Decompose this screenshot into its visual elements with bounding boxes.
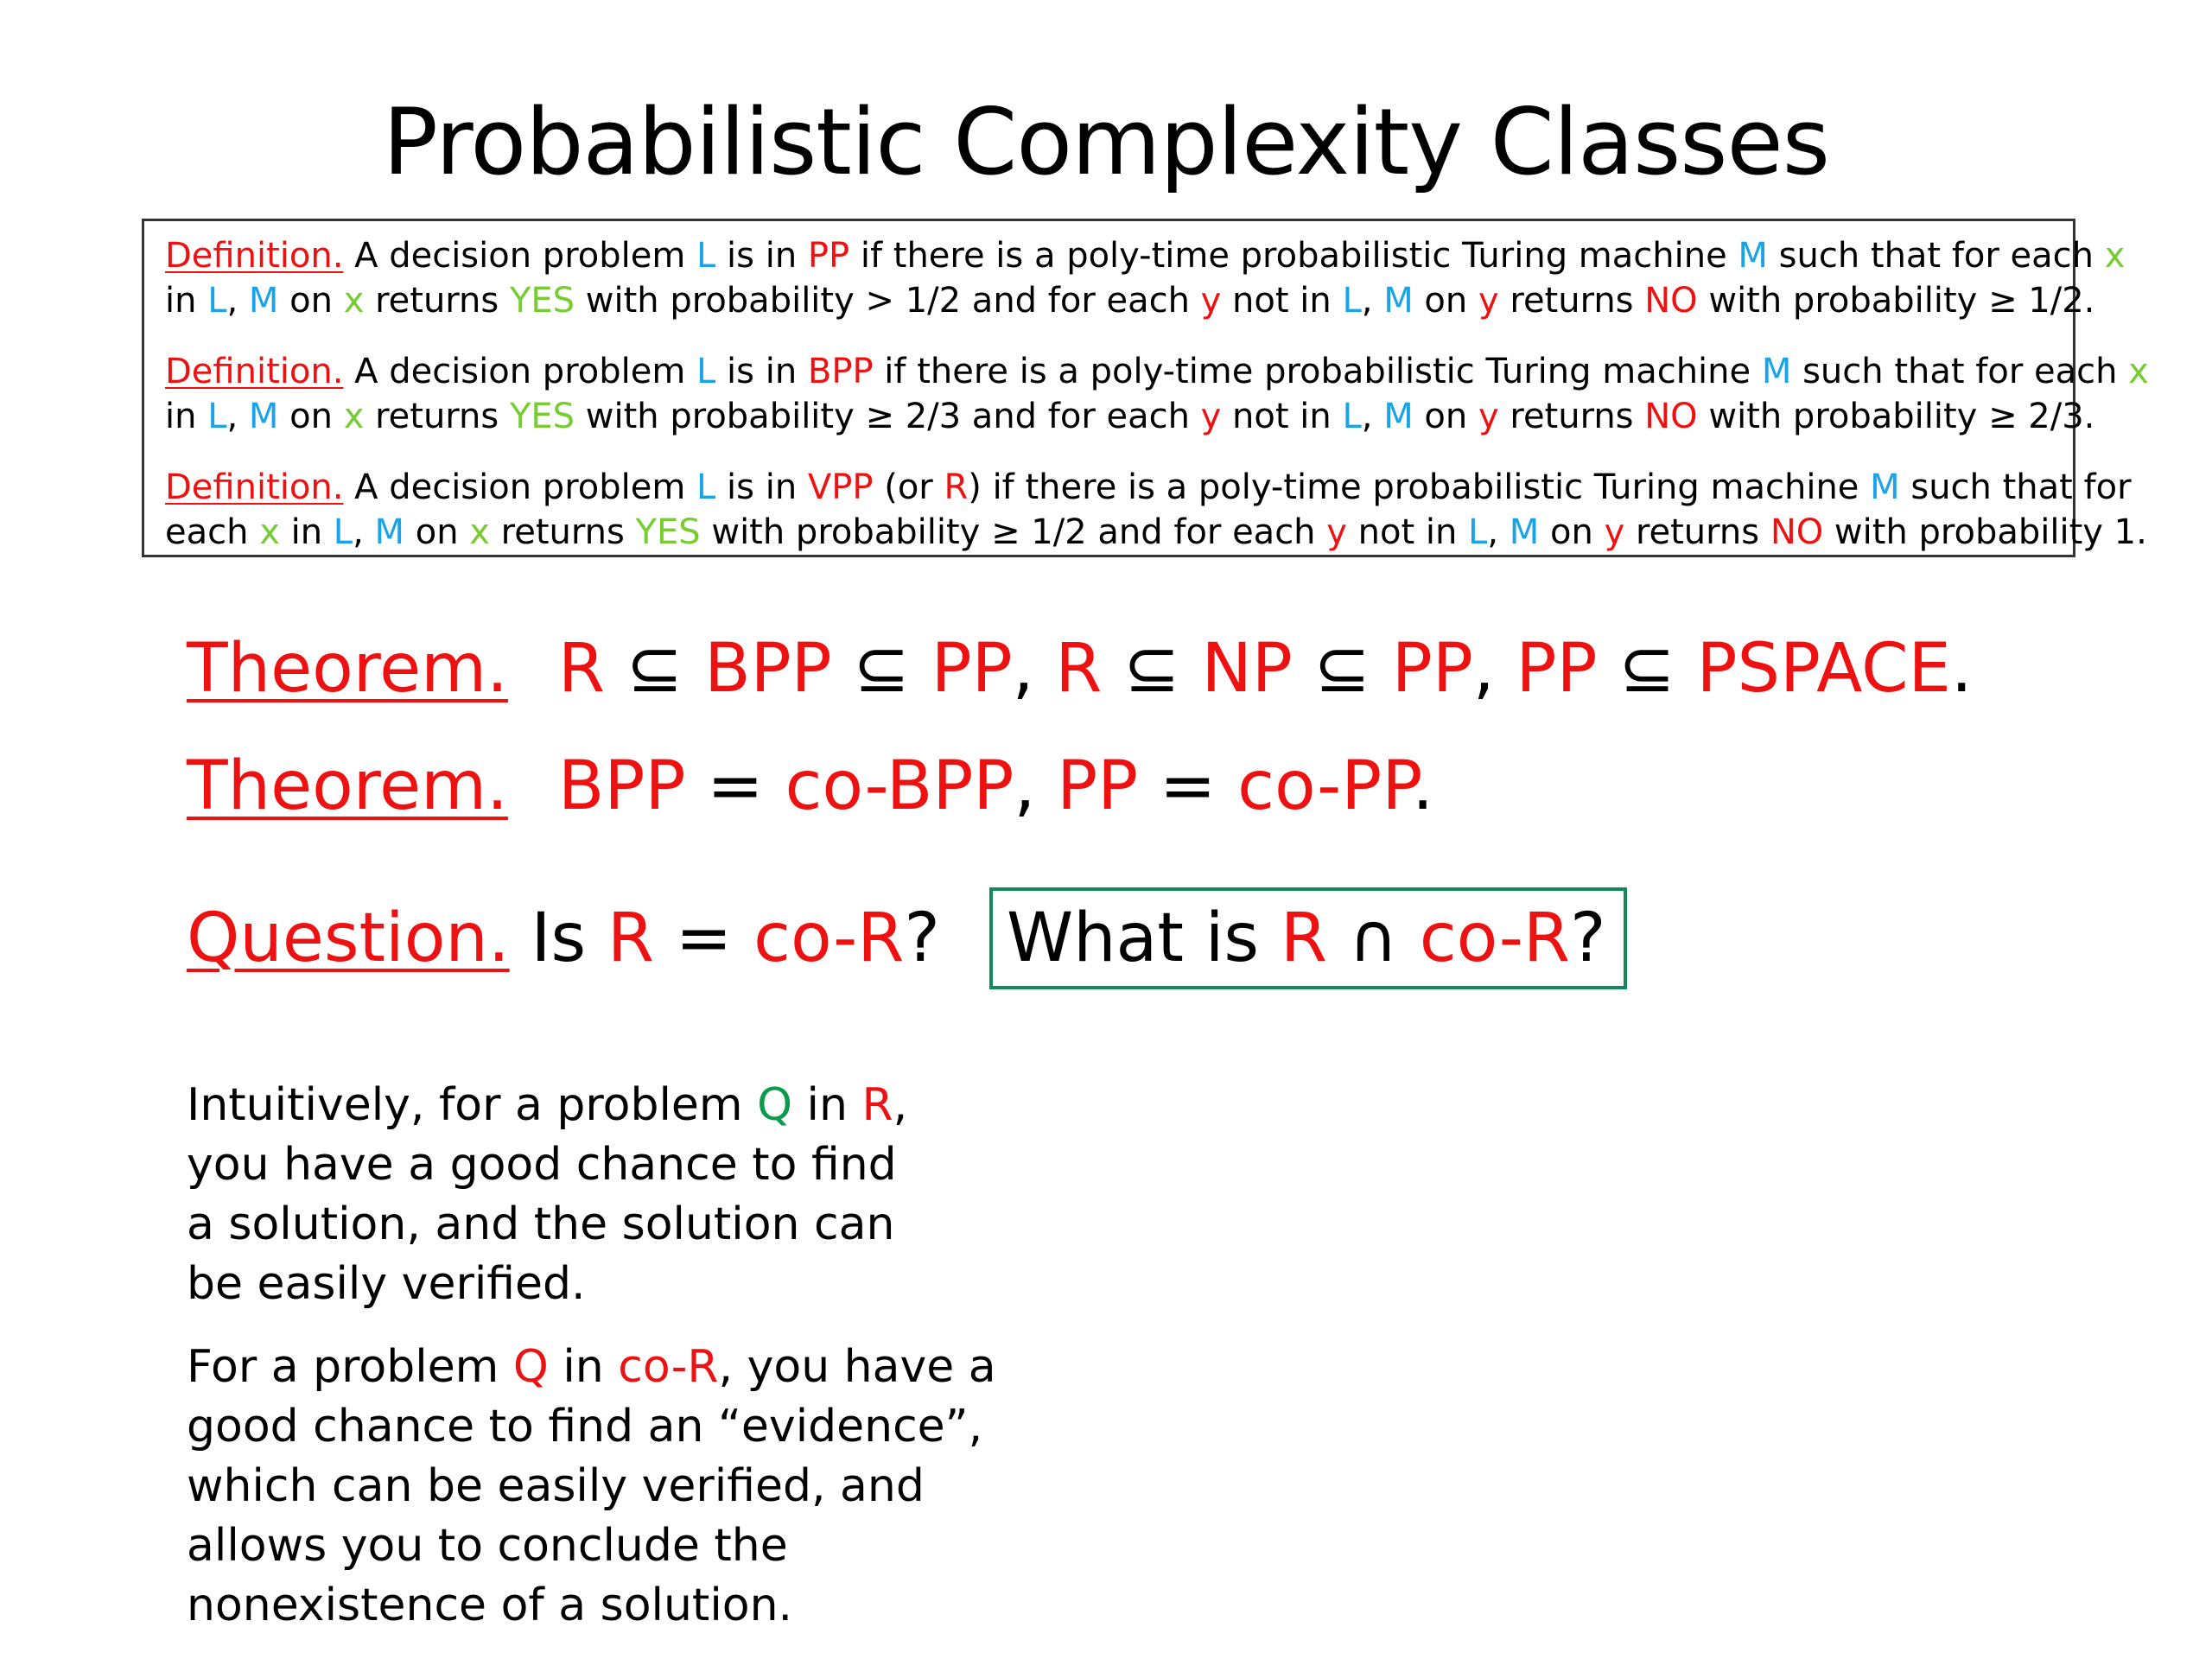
text-segment: with probability ≥ 1/2. [1697,281,2095,321]
text-segment: is in [715,467,808,507]
text-segment: on [1413,281,1478,321]
definition-text [165,397,2094,436]
paragraph-line [187,1516,996,1576]
text-segment: M [1870,467,1900,507]
paragraph-line [187,1076,907,1135]
text-segment: M [374,512,405,552]
text-segment: ⊆ [1102,630,1202,708]
text-segment: you have a good chance to find [187,1139,897,1191]
text-segment: BPP [557,747,686,825]
text-segment: ⊆ [1292,630,1392,708]
paragraph-line [187,1576,996,1636]
text-segment: such that for each [1767,236,2105,276]
text-segment: on [278,397,344,436]
text-segment: Q [512,1341,549,1393]
paragraph-line [187,1397,996,1457]
text-segment: x [2128,352,2149,391]
text-segment: L [207,397,227,436]
text-segment: not in [1346,512,1469,552]
text-segment: which can be easily verified, and [187,1460,925,1512]
text-segment: = [654,899,754,977]
text-segment: co-PP [1237,747,1413,825]
text-segment: returns [364,397,510,436]
paragraph-line [187,1195,907,1255]
text-segment: co-R [618,1341,719,1393]
text-segment: , [1472,630,1516,708]
theorem-inclusions [187,629,1973,709]
text-segment: not in [1221,281,1343,321]
text-segment: NO [1770,512,1824,552]
text-segment: with probability ≥ 2/3 and for each [575,397,1201,436]
text-segment: M [248,281,279,321]
definition-text [343,236,2125,276]
text-segment: good chance to find an “evidence”, [187,1401,983,1452]
theorem-statement [558,747,1433,825]
text-segment: y [1478,397,1499,436]
text-segment: y [1200,281,1222,321]
text-segment: PP [931,630,1013,708]
text-segment: L [696,467,716,507]
text-segment: , [1487,512,1510,552]
text-segment: with probability 1. [1823,512,2147,552]
text-segment: a solution, and the solution can [187,1198,895,1250]
text-segment: BPP [704,630,832,708]
text-segment: BPP [807,352,874,391]
text-segment: A decision problem [343,467,697,507]
text-segment: in [165,281,208,321]
text-segment: each [165,512,260,552]
question-text [510,899,940,977]
text-segment: PP [807,236,850,276]
text-segment: allows you to conclude the [187,1520,788,1572]
question-label: Question. [187,899,510,977]
text-segment: returns [1498,397,1645,436]
definition-label: Definition. [165,236,344,276]
text-segment: returns [1624,512,1770,552]
text-segment: with probability ≥ 1/2 and for each [700,512,1327,552]
text-segment: x [343,397,365,436]
text-segment: ) if there is a poly-time probabilistic Turing machine [968,467,1871,507]
text-segment: M [1383,397,1414,436]
text-segment: YES [509,397,575,436]
text-segment: M [1383,281,1414,321]
definition-label: Definition. [165,352,344,391]
text-segment: M [1761,352,1792,391]
text-segment: = [685,747,785,825]
text-segment: R [607,899,655,977]
theorem-label: Theorem. [187,630,508,708]
question-box [989,887,1627,989]
text-segment: PP [1391,630,1473,708]
text-segment: co-R [1419,899,1571,977]
text-segment: ? [904,899,940,977]
text-segment: ⊆ [1597,630,1697,708]
text-segment: y [1478,281,1499,321]
text-segment: such that for [1899,467,2132,507]
definition-text [343,352,2148,391]
question [187,899,940,978]
intuition-cor-paragraph [187,1338,996,1636]
text-segment: , [1014,747,1058,825]
text-segment: returns [364,281,510,321]
text-segment: L [207,281,227,321]
text-segment: ⊆ [605,630,705,708]
text-segment: , [226,397,249,436]
definition-text [165,281,2094,321]
text-segment: , [226,281,249,321]
slide-title: Probabilistic Complexity Classes [383,89,1829,195]
text-segment: x [469,512,490,552]
text-segment: L [1342,397,1362,436]
text-segment: such that for each [1791,352,2129,391]
paragraph-line [187,1338,996,1397]
text-segment: R [861,1079,893,1131]
text-segment: A decision problem [343,236,697,276]
question-box-text [1007,899,1606,977]
text-segment: y [1326,512,1347,552]
text-segment: ? [1570,899,1606,977]
text-segment: PSPACE [1696,630,1951,708]
text-segment: y [1200,397,1222,436]
definition-text [343,467,2131,507]
text-segment: ⊆ [831,630,931,708]
text-segment: NP [1201,630,1293,708]
text-segment: , [1012,630,1056,708]
text-segment: Is [509,899,607,977]
text-segment: . [1412,747,1434,825]
text-segment: PP [1516,630,1598,708]
paragraph-line [187,1457,996,1516]
text-segment: be easily verified. [187,1258,586,1310]
text-segment: R [1280,899,1328,977]
text-segment: on [1539,512,1605,552]
text-segment: in [792,1079,862,1131]
theorem-statement [558,630,1973,708]
text-segment: L [696,236,716,276]
text-segment: on [404,512,470,552]
text-segment: in [279,512,334,552]
text-segment: M [1738,236,1768,276]
definition-pp [165,233,2126,323]
text-segment: , [353,512,375,552]
text-segment: VPP [807,467,874,507]
text-segment: with probability ≥ 2/3. [1697,397,2095,436]
text-segment: returns [1498,281,1645,321]
text-segment: L [696,352,716,391]
text-segment: in [165,397,208,436]
text-segment: For a problem [187,1341,513,1393]
text-segment: Q [757,1079,793,1131]
text-segment: R [557,630,606,708]
text-segment: R [944,467,969,507]
definition-text [165,512,2147,552]
text-segment: R [1055,630,1103,708]
text-segment: , [893,1079,908,1131]
theorem-label: Theorem. [187,747,508,825]
paragraph-line [187,1135,907,1195]
text-segment: co-R [753,899,905,977]
text-segment: NO [1644,397,1698,436]
text-segment: , [1361,397,1384,436]
definition-vpp [165,465,2147,555]
text-segment: not in [1221,397,1343,436]
text-segment: , [1361,281,1384,321]
text-segment: , you have a [718,1341,996,1393]
definition-bpp [165,349,2149,439]
text-segment: x [343,281,365,321]
text-segment: on [278,281,344,321]
text-segment: (or [873,467,944,507]
theorem-complement [187,747,1433,826]
text-segment: if there is a poly-time probabilistic Turing machine [849,236,1738,276]
paragraph-line [187,1255,907,1314]
text-segment: L [333,512,353,552]
text-segment: M [248,397,279,436]
definition-label: Definition. [165,467,344,507]
text-segment: A decision problem [343,352,697,391]
text-segment: on [1413,397,1478,436]
text-segment: with probability > 1/2 and for each [575,281,1201,321]
text-segment: L [1342,281,1362,321]
text-segment: in [548,1341,619,1393]
text-segment: = [1138,747,1238,825]
intuition-r-paragraph [187,1076,907,1314]
text-segment: Intuitively, for a problem [187,1079,758,1131]
text-segment: if there is a poly-time probabilistic Turing machine [873,352,1762,391]
text-segment: is in [715,352,808,391]
text-segment: x [2104,236,2126,276]
text-segment: returns [489,512,636,552]
text-segment: co-BPP [785,747,1014,825]
text-segment: PP [1057,747,1139,825]
text-segment: x [259,512,280,552]
text-segment: is in [715,236,808,276]
definitions-box [142,219,2149,557]
text-segment: ∩ [1327,899,1420,977]
text-segment: L [1468,512,1488,552]
text-segment: . [1950,630,1973,708]
text-segment: YES [509,281,575,321]
text-segment: y [1604,512,1625,552]
text-segment: nonexistence of a solution. [187,1580,793,1631]
text-segment: M [1509,512,1540,552]
text-segment: What is [1007,899,1281,977]
text-segment: NO [1644,281,1698,321]
text-segment: YES [635,512,701,552]
